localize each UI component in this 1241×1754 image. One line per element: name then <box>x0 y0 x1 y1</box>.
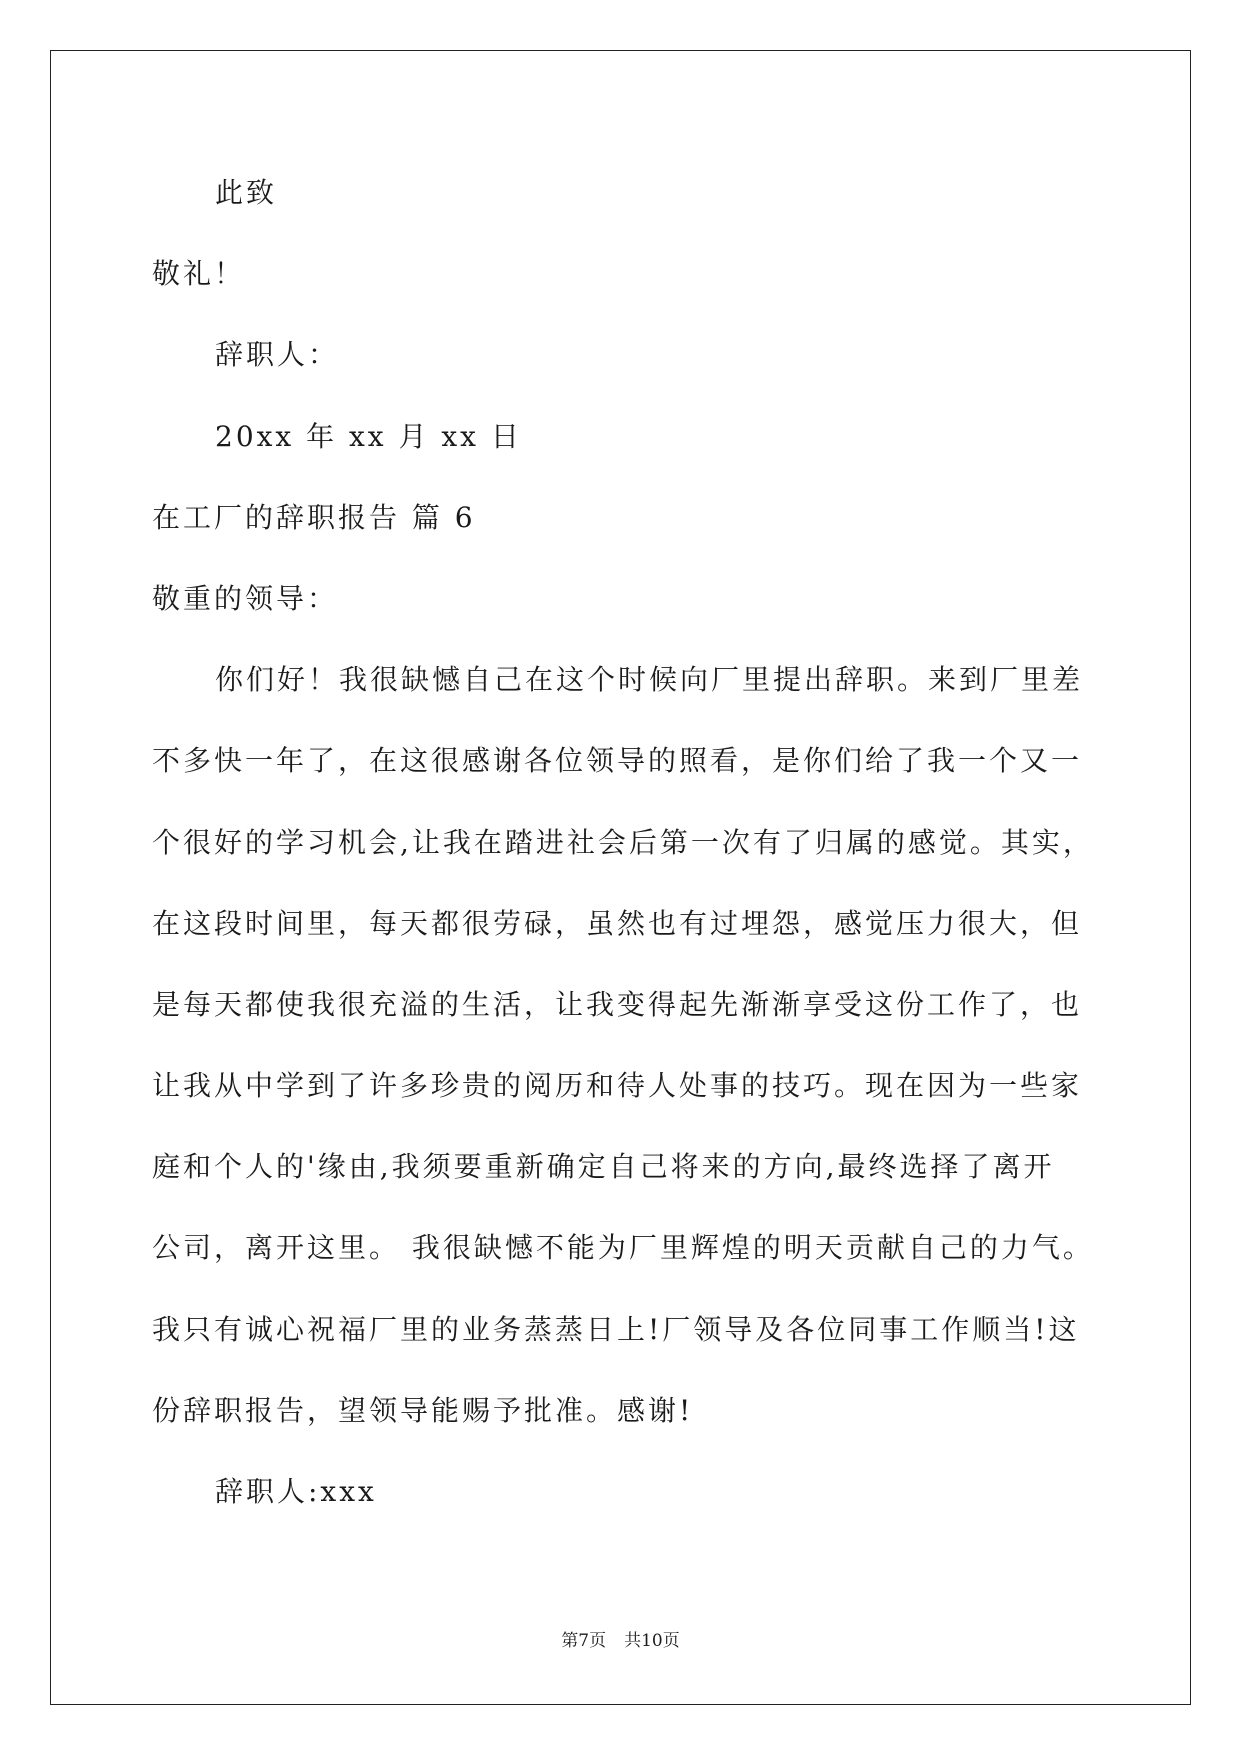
closing-salutation: 此致 <box>215 176 278 209</box>
body-line: 不多快一年了，在这很感谢各位领导的照看，是你们给了我一个又一 <box>152 744 1083 778</box>
body-line: 在这段时间里，每天都很劳碌，虽然也有过埋怨，感觉压力很大，但 <box>152 906 1083 940</box>
body-line: 庭和个人的'缘由,我须要重新确定自己将来的方向,最终选择了离开 <box>152 1150 1055 1184</box>
body-line: 公司，离开这里。 我很缺憾不能为厂里辉煌的明天贡献自己的力气。 <box>152 1231 1094 1265</box>
body-line: 我只有诚心祝福厂里的业务蒸蒸日上!厂领导及各位同事工作顺当!这 <box>152 1312 1080 1346</box>
body-line: 让我从中学到了许多珍贵的阅历和待人处事的技巧。现在因为一些家 <box>152 1069 1083 1103</box>
letter-greeting: 敬重的领导： <box>152 581 339 615</box>
letter-date: 20xx 年 xx 月 xx 日 <box>215 419 522 453</box>
body-line: 份辞职报告，望领导能赐予批准。感谢! <box>152 1393 694 1427</box>
page-footer <box>0 1630 1241 1652</box>
signature-line: 辞职人:xxx <box>215 1475 377 1508</box>
total-pages: 共10页 <box>624 1631 680 1651</box>
signer-label: 辞职人： <box>215 338 340 372</box>
current-page-number: 第7页 <box>561 1631 607 1651</box>
body-line: 你们好！我很缺憾自己在这个时候向厂里提出辞职。来到厂里差 <box>215 663 1084 697</box>
section-title: 在工厂的辞职报告 篇 6 <box>152 500 476 534</box>
document-body <box>0 152 1241 1532</box>
body-line: 是每天都使我很充溢的生活，让我变得起先渐渐享受这份工作了，也 <box>152 987 1083 1021</box>
closing-regards: 敬礼！ <box>152 257 246 291</box>
body-line: 个很好的学习机会,让我在踏进社会后第一次有了归属的感觉。其实， <box>152 825 1094 859</box>
